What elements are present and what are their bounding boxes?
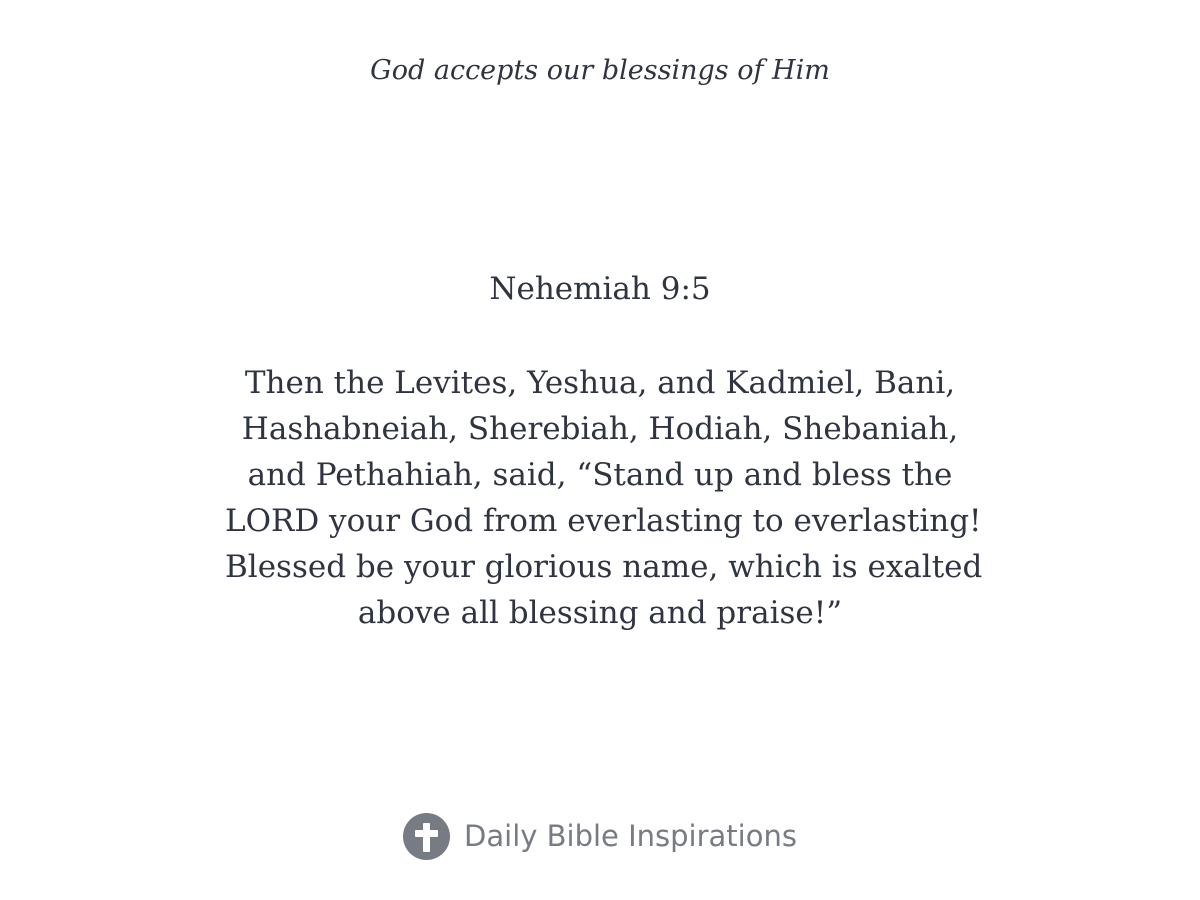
brand-footer	[0, 812, 1200, 860]
verse-subtitle: God accepts our blessings of Him	[370, 55, 830, 86]
verse-line: and Pethahiah, said, “Stand up and bless the	[247, 457, 953, 493]
cross-icon	[403, 813, 450, 860]
verse-reference: Nehemiah 9:5	[489, 271, 711, 307]
verse-line: Blessed be your glorious name, which is exalted	[225, 549, 983, 585]
verse-text	[225, 360, 983, 636]
verse-line: Then the Levites, Yeshua, and Kadmiel, Bani,	[244, 365, 956, 401]
brand-name: Daily Bible Inspirations	[464, 819, 797, 853]
verse-line: above all blessing and praise!”	[357, 595, 843, 631]
verse-line: LORD your God from everlasting to everlasting!	[225, 503, 982, 539]
verse-line: Hashabneiah, Sherebiah, Hodiah, Shebaniah,	[241, 411, 959, 447]
